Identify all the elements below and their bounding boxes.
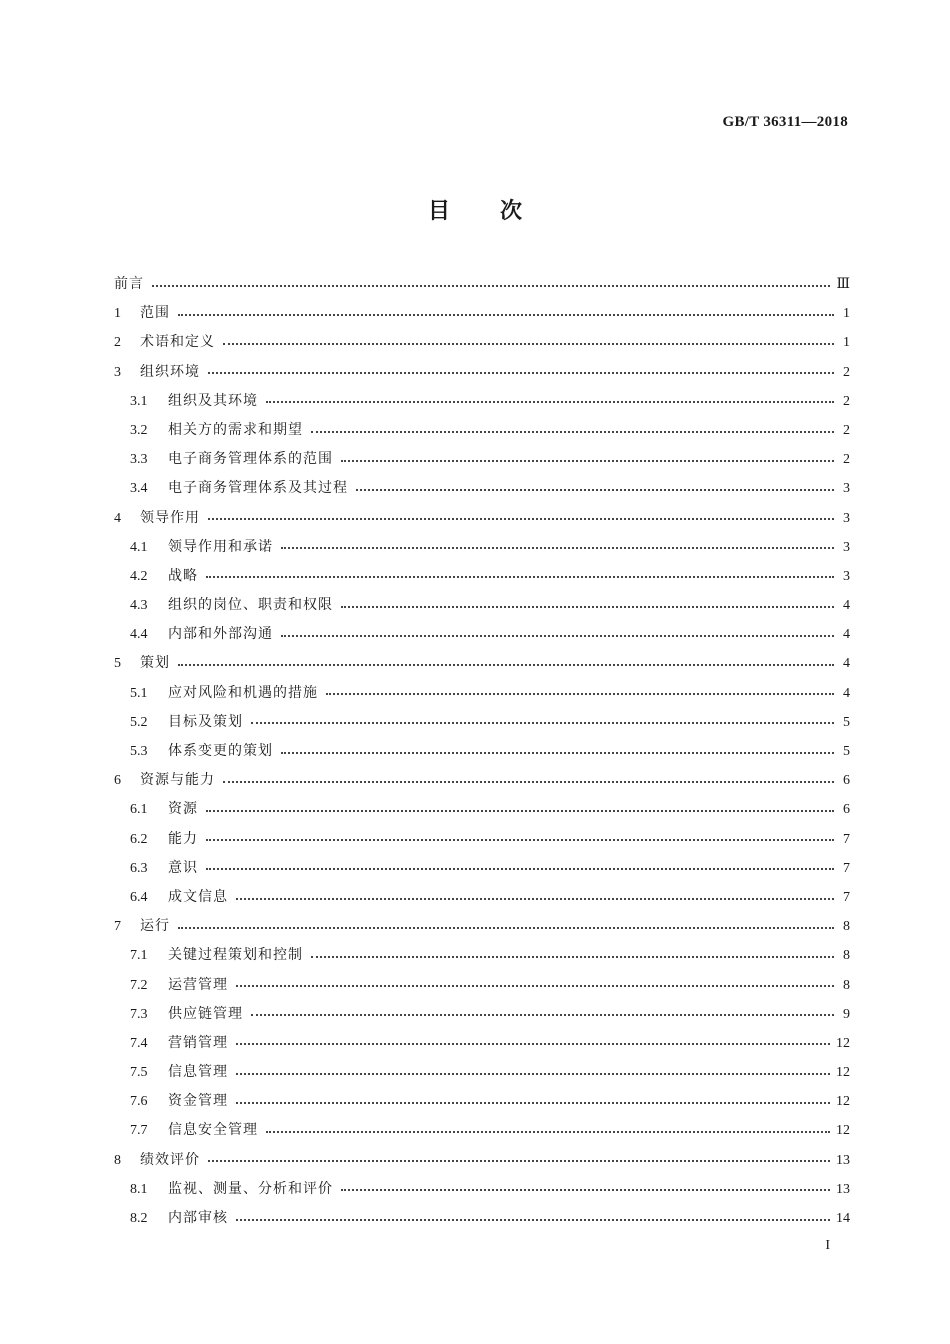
toc-entry-number: 7.2 (130, 977, 148, 993)
toc-entry-number: 4.4 (130, 627, 148, 643)
toc-entry-label: 内部审核 (168, 1210, 228, 1226)
toc-entry[interactable] (114, 883, 850, 912)
toc-entry-number: 7.6 (130, 1094, 148, 1110)
toc-entry-page: 4 (843, 598, 850, 614)
toc-entry-label: 战略 (168, 567, 198, 584)
toc-entry-page: 5 (843, 714, 850, 730)
toc-dot-leader (356, 489, 834, 491)
toc-entry[interactable] (114, 1116, 850, 1145)
toc-entry[interactable] (114, 1204, 850, 1233)
toc-entry-number: 5.3 (130, 744, 148, 759)
page-number: I (825, 1238, 830, 1253)
toc-entry-label: 策划 (140, 655, 170, 672)
toc-dot-leader (341, 460, 834, 462)
toc-entry[interactable] (114, 854, 850, 883)
toc-entry-number: 7.5 (130, 1065, 148, 1081)
toc-entry[interactable] (114, 1029, 850, 1058)
toc-entry-number: 7 (114, 919, 121, 935)
toc-entry-number: 6.4 (130, 889, 148, 905)
toc-entry[interactable] (114, 445, 850, 474)
toc-dot-leader (206, 576, 834, 578)
toc-entry-page: Ⅲ (836, 277, 850, 292)
toc-entry-label: 相关方的需求和期望 (168, 421, 303, 438)
toc-entry-number: 6.1 (130, 802, 148, 818)
toc-entry-number: 3.4 (130, 481, 148, 497)
toc-entry-label: 目标及策划 (168, 713, 243, 730)
toc-entry-label: 内部和外部沟通 (168, 626, 273, 643)
toc-entry-number: 4.3 (130, 598, 148, 614)
toc-entry-label: 信息安全管理 (168, 1122, 258, 1139)
toc-dot-leader (152, 285, 830, 287)
toc-entry[interactable] (114, 387, 850, 416)
toc-entry-label: 体系变更的策划 (168, 743, 273, 759)
toc-entry-label: 组织及其环境 (168, 392, 258, 409)
toc-entry-page: 2 (843, 364, 850, 380)
toc-entry-page: 1 (843, 306, 850, 322)
toc-entry[interactable] (114, 270, 850, 299)
toc-entry[interactable] (114, 795, 850, 824)
toc-entry-label: 术语和定义 (140, 334, 215, 351)
toc-entry-page: 4 (843, 656, 850, 672)
toc-dot-leader (206, 868, 834, 870)
toc-entry-number: 7.1 (130, 948, 148, 964)
toc-dot-leader (206, 810, 834, 812)
toc-entry[interactable] (114, 562, 850, 591)
toc-dot-leader (311, 431, 834, 433)
toc-entry-number: 3 (114, 364, 121, 380)
toc-entry-page: 2 (843, 393, 850, 409)
toc-entry-page: 8 (843, 948, 850, 964)
page-title: 目次 (427, 199, 572, 224)
toc-entry-page: 13 (836, 1152, 850, 1168)
toc-entry[interactable] (114, 1000, 850, 1029)
toc-entry-page: 5 (843, 744, 850, 759)
toc-entry-page: 12 (836, 1035, 850, 1051)
toc-entry-page: 1 (843, 335, 850, 351)
toc-dot-leader (311, 956, 834, 958)
toc-dot-leader (326, 693, 834, 695)
toc-entry-page: 7 (843, 860, 850, 876)
toc-entry-page: 9 (843, 1006, 850, 1022)
toc-entry[interactable] (114, 620, 850, 649)
toc-entry-number: 6 (114, 773, 121, 789)
toc-entry-number: 8 (114, 1152, 121, 1168)
toc-entry-number: 6.3 (130, 860, 148, 876)
toc-entry-label: 运营管理 (168, 976, 228, 993)
toc-entry-label: 关键过程策划和控制 (168, 947, 303, 964)
toc-entry-label: 能力 (168, 830, 198, 847)
toc-entry-number: 4 (114, 510, 121, 526)
toc-dot-leader (178, 314, 834, 316)
toc-dot-leader (236, 985, 834, 987)
toc-dot-leader (341, 1189, 830, 1191)
toc-entry-number: 3.2 (130, 422, 148, 438)
toc-entry[interactable] (114, 941, 850, 970)
toc-entry[interactable] (114, 504, 850, 533)
toc-entry[interactable] (114, 649, 850, 678)
toc-entry-label: 电子商务管理体系及其过程 (168, 480, 348, 497)
toc-entry-label: 领导作用 (140, 509, 200, 526)
toc-entry-label: 营销管理 (168, 1034, 228, 1051)
toc-entry-page: 2 (843, 422, 850, 438)
toc-dot-leader (178, 927, 834, 929)
toc-entry-label: 组织环境 (140, 363, 200, 380)
toc-entry[interactable] (114, 737, 850, 766)
toc-entry-label: 组织的岗位、职责和权限 (168, 597, 333, 614)
toc-dot-leader (236, 1102, 830, 1104)
toc-dot-leader (281, 547, 834, 549)
toc-entry-page: 3 (843, 539, 850, 555)
toc-entry-label: 信息管理 (168, 1064, 228, 1081)
toc-entry-number: 4.1 (130, 539, 148, 555)
toc-entry[interactable] (114, 1146, 850, 1175)
toc-entry-number: 7.7 (130, 1123, 148, 1139)
toc-entry-page: 6 (843, 773, 850, 789)
toc-entry-number: 5.2 (130, 714, 148, 730)
toc-dot-leader (223, 781, 834, 783)
toc-entry[interactable] (114, 533, 850, 562)
toc-entry-number: 7.4 (130, 1035, 148, 1051)
toc-entry[interactable] (114, 1058, 850, 1087)
toc-entry[interactable] (114, 416, 850, 445)
toc-entry-page: 12 (836, 1065, 850, 1081)
toc-entry-label: 成文信息 (168, 888, 228, 905)
toc-entry-number: 4.2 (130, 568, 148, 584)
toc-entry-page: 4 (843, 627, 850, 643)
toc-entry[interactable] (114, 971, 850, 1000)
toc-entry-label: 资金管理 (168, 1093, 228, 1110)
toc-entry-label: 绩效评价 (140, 1151, 200, 1168)
toc-entry-number: 3.1 (130, 393, 148, 409)
toc-entry-number: 5.1 (130, 685, 148, 701)
toc-entry-label: 前言 (114, 276, 144, 292)
toc-entry-label: 范围 (140, 305, 170, 322)
toc-entry-label: 电子商务管理体系的范围 (168, 451, 333, 468)
toc-dot-leader (236, 1219, 830, 1221)
toc-entry[interactable] (114, 679, 850, 708)
toc-entry-page: 12 (836, 1123, 850, 1139)
toc-entry-page: 3 (843, 510, 850, 526)
toc-entry-page: 14 (836, 1211, 850, 1226)
toc-dot-leader (251, 1014, 834, 1016)
toc-dot-leader (236, 898, 834, 900)
toc-entry[interactable] (114, 1175, 850, 1204)
toc-entry-page: 12 (836, 1094, 850, 1110)
toc-dot-leader (208, 1160, 830, 1162)
toc-entry[interactable] (114, 825, 850, 854)
toc-dot-leader (208, 372, 834, 374)
toc-entry-label: 领导作用和承诺 (168, 538, 273, 555)
toc-entry[interactable] (114, 474, 850, 503)
toc-entry[interactable] (114, 912, 850, 941)
toc-entry-number: 5 (114, 656, 121, 672)
toc-entry-page: 8 (843, 977, 850, 993)
toc-entry-page: 2 (843, 452, 850, 468)
toc-dot-leader (266, 401, 834, 403)
document-code: GB/T 36311—2018 (722, 114, 848, 130)
toc-entry[interactable] (114, 708, 850, 737)
toc-dot-leader (341, 606, 834, 608)
toc-dot-leader (236, 1073, 830, 1075)
toc-entry-number: 2 (114, 335, 121, 351)
toc-dot-leader (178, 664, 834, 666)
toc-entry-page: 6 (843, 802, 850, 818)
toc-entry-number: 8.1 (130, 1181, 148, 1197)
toc-entry-page: 7 (843, 889, 850, 905)
toc-entry-page: 3 (843, 481, 850, 497)
toc-entry-label: 供应链管理 (168, 1005, 243, 1022)
toc-entry[interactable] (114, 358, 850, 387)
toc-dot-leader (208, 518, 834, 520)
toc-dot-leader (266, 1131, 830, 1133)
toc-dot-leader (236, 1043, 830, 1045)
toc-entry-page: 4 (843, 685, 850, 701)
toc-entry-label: 意识 (168, 859, 198, 876)
toc-entry-label: 资源与能力 (140, 772, 215, 789)
toc-entry-label: 资源 (168, 801, 198, 818)
toc-entry[interactable] (114, 328, 850, 357)
table-of-contents (114, 270, 850, 1233)
toc-entry-number: 1 (114, 306, 121, 322)
toc-dot-leader (281, 752, 834, 754)
toc-entry-label: 应对风险和机遇的措施 (168, 684, 318, 701)
toc-entry-number: 3.3 (130, 452, 148, 468)
toc-entry[interactable] (114, 766, 850, 795)
toc-dot-leader (251, 722, 834, 724)
toc-entry-number: 6.2 (130, 831, 148, 847)
toc-entry-page: 3 (843, 568, 850, 584)
toc-entry-number: 7.3 (130, 1006, 148, 1022)
toc-entry[interactable] (114, 1087, 850, 1116)
toc-entry-page: 7 (843, 831, 850, 847)
toc-entry-label: 监视、测量、分析和评价 (168, 1180, 333, 1197)
toc-entry[interactable] (114, 299, 850, 328)
toc-entry-number: 8.2 (130, 1211, 148, 1226)
toc-entry-page: 8 (843, 919, 850, 935)
toc-dot-leader (223, 343, 834, 345)
toc-entry[interactable] (114, 591, 850, 620)
toc-dot-leader (206, 839, 834, 841)
toc-entry-label: 运行 (140, 918, 170, 935)
toc-dot-leader (281, 635, 834, 637)
toc-entry-page: 13 (836, 1181, 850, 1197)
